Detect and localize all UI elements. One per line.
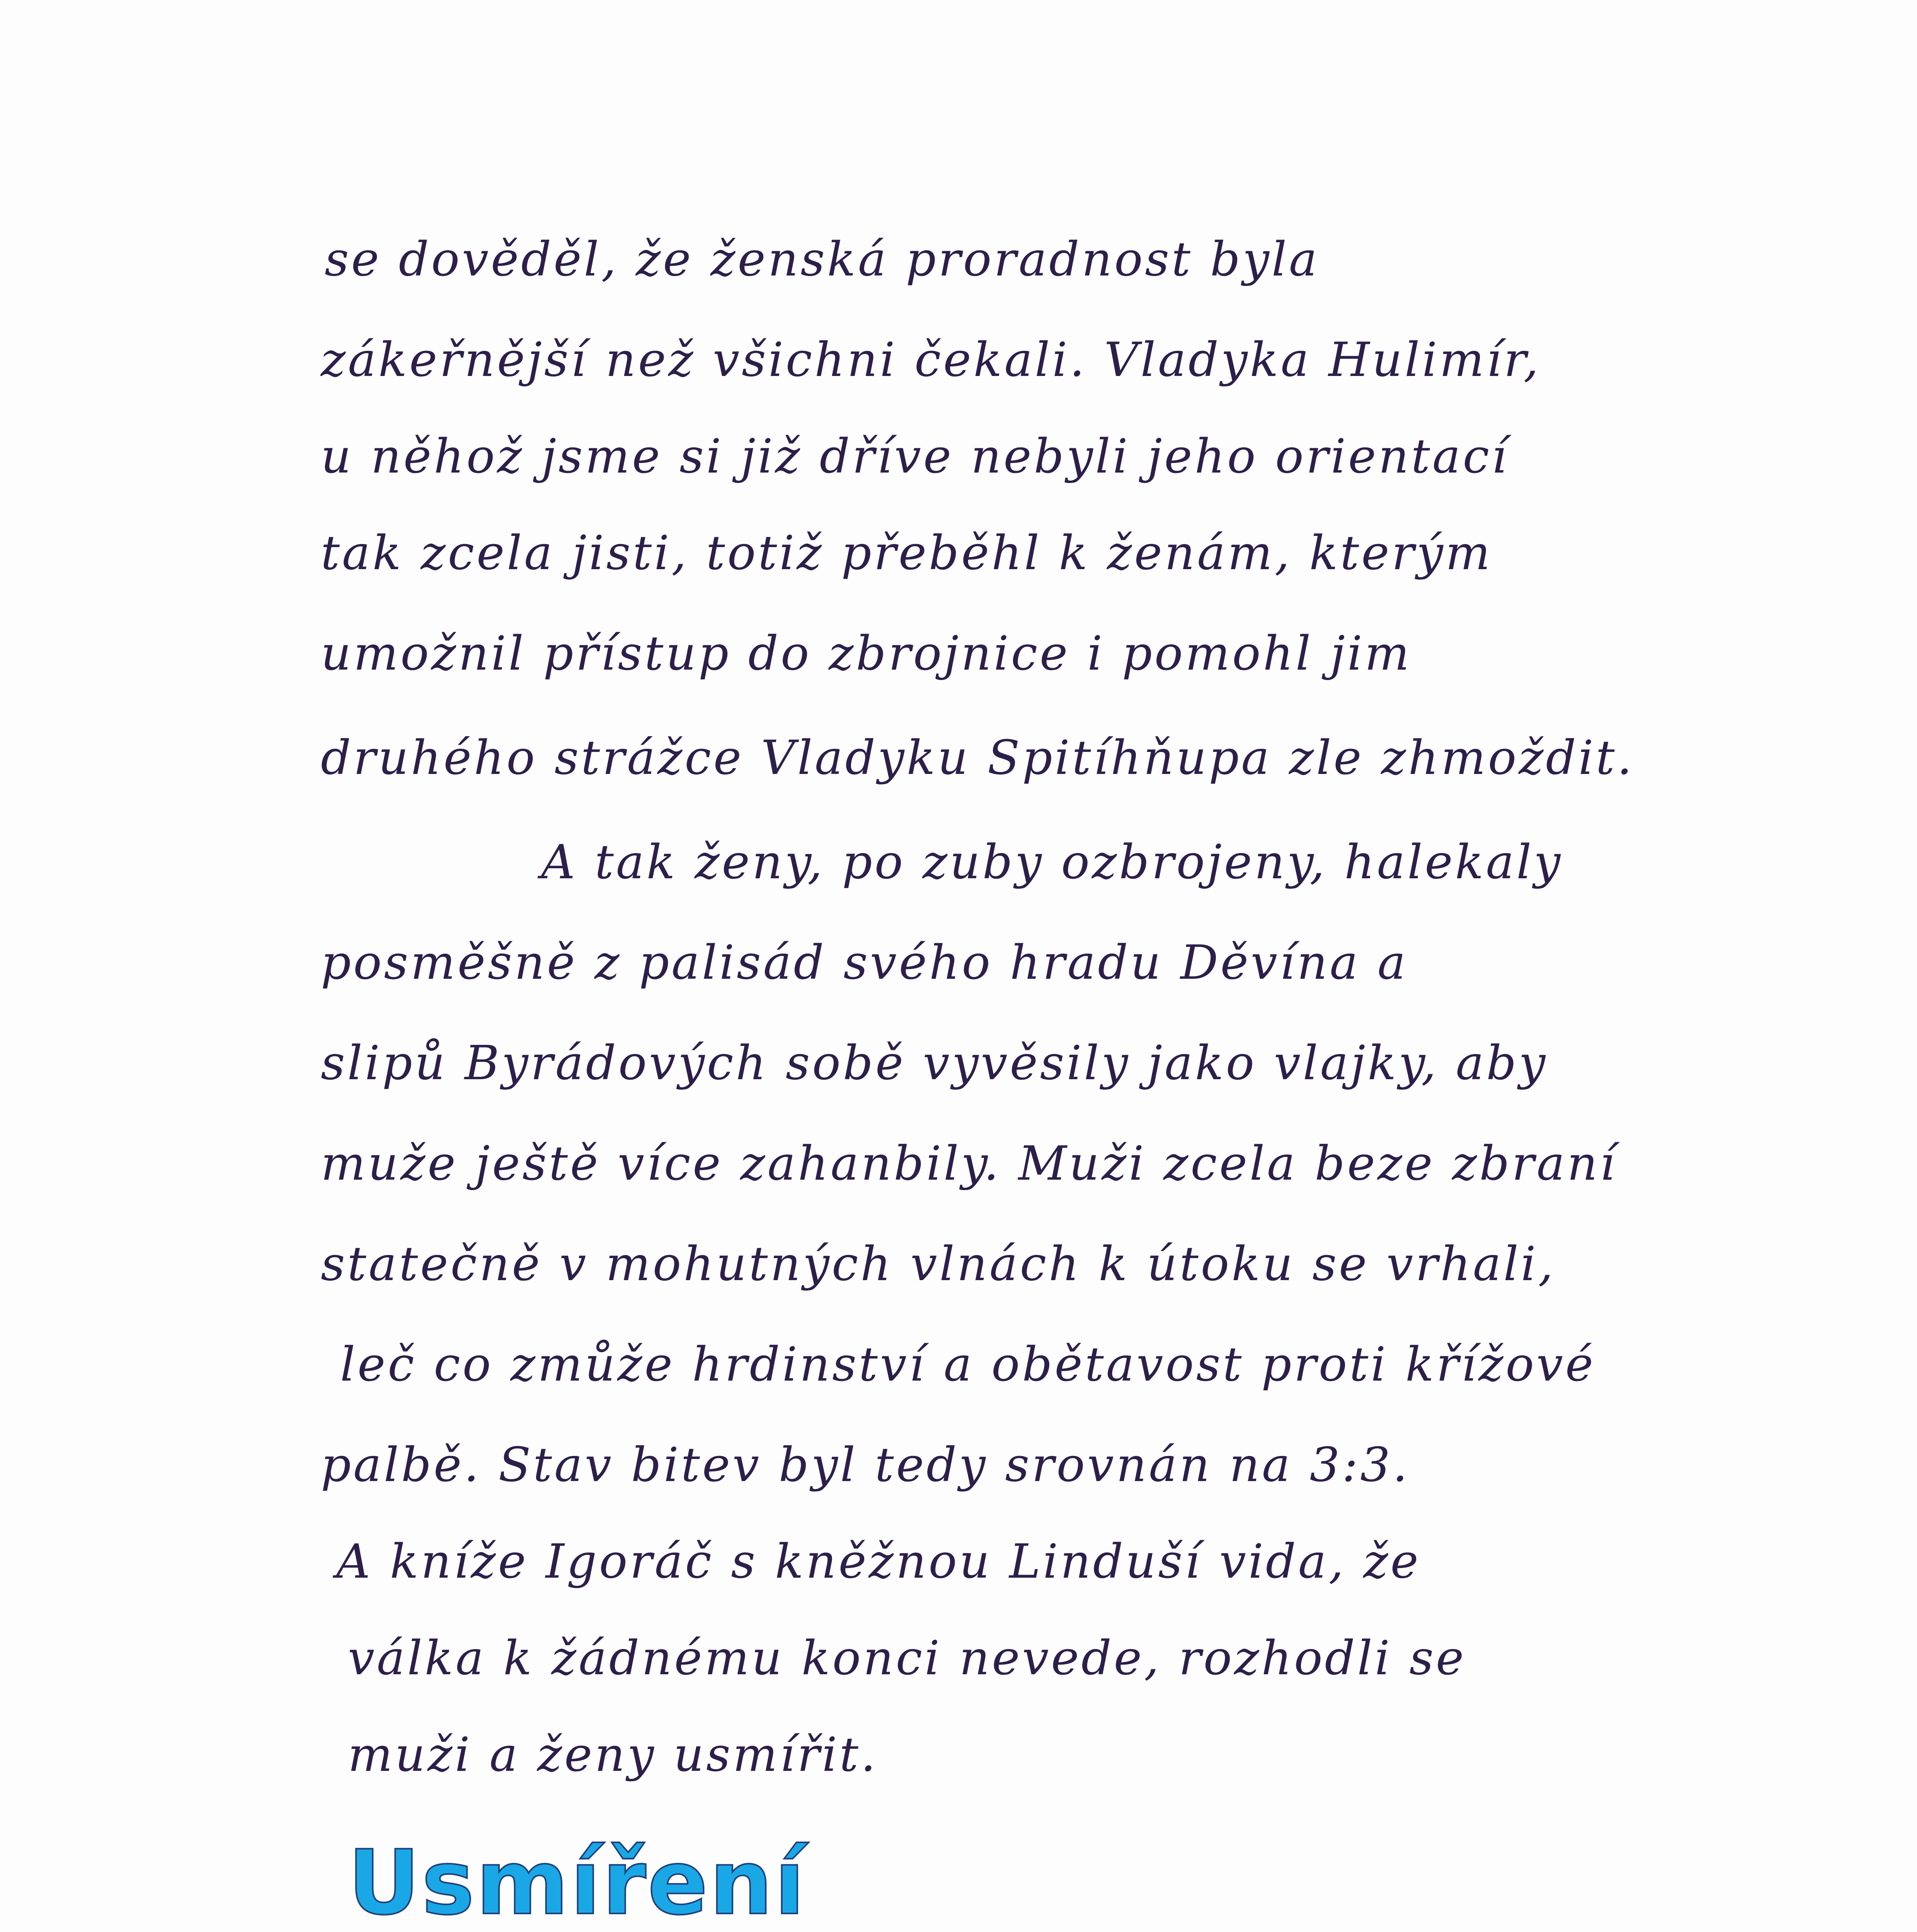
text-line: palbě. Stav bitev byl tedy srovnán na 3:3. [321, 1437, 1410, 1492]
text-line: A kníže Igoráč s kněžnou Linduší vida, že [336, 1534, 1421, 1589]
text-line: válka k žádnému konci nevede, rozhodli se [348, 1631, 1466, 1685]
text-line: druhého strážce Vladyku Spitíhňupa zle zhmoždit. [321, 730, 1634, 785]
text-line: se dověděl, že ženská proradnost byla [325, 232, 1319, 287]
text-line: umožnil přístup do zbrojnice i pomohl jim [321, 626, 1412, 681]
text-line: leč co zmůže hrdinství a obětavost proti křížové [340, 1337, 1596, 1392]
text-line: posměšně z palisád svého hradu Děvína a [321, 935, 1408, 990]
text-line: u něhož jsme si již dříve nebyli jeho orientací [321, 429, 1509, 484]
text-line: statečně v mohutných vlnách k útoku se vrhali, [321, 1236, 1556, 1291]
text-line: muže ještě více zahanbily. Muži zcela beze zbraní [321, 1136, 1617, 1191]
text-line: slipů Byrádových sobě vyvěsily jako vlajky, aby [321, 1036, 1548, 1090]
text-line: muži a ženy usmířit. [348, 1727, 878, 1782]
text-line: tak zcela jisti, totiž přeběhl k ženám, kterým [321, 526, 1493, 580]
section-heading: Usmíření [348, 1832, 807, 1932]
text-line: zákeřnější než všichni čekali. Vladyka Hulimír, [321, 332, 1541, 387]
text-line: A tak ženy, po zuby ozbrojeny, halekaly [541, 835, 1563, 889]
